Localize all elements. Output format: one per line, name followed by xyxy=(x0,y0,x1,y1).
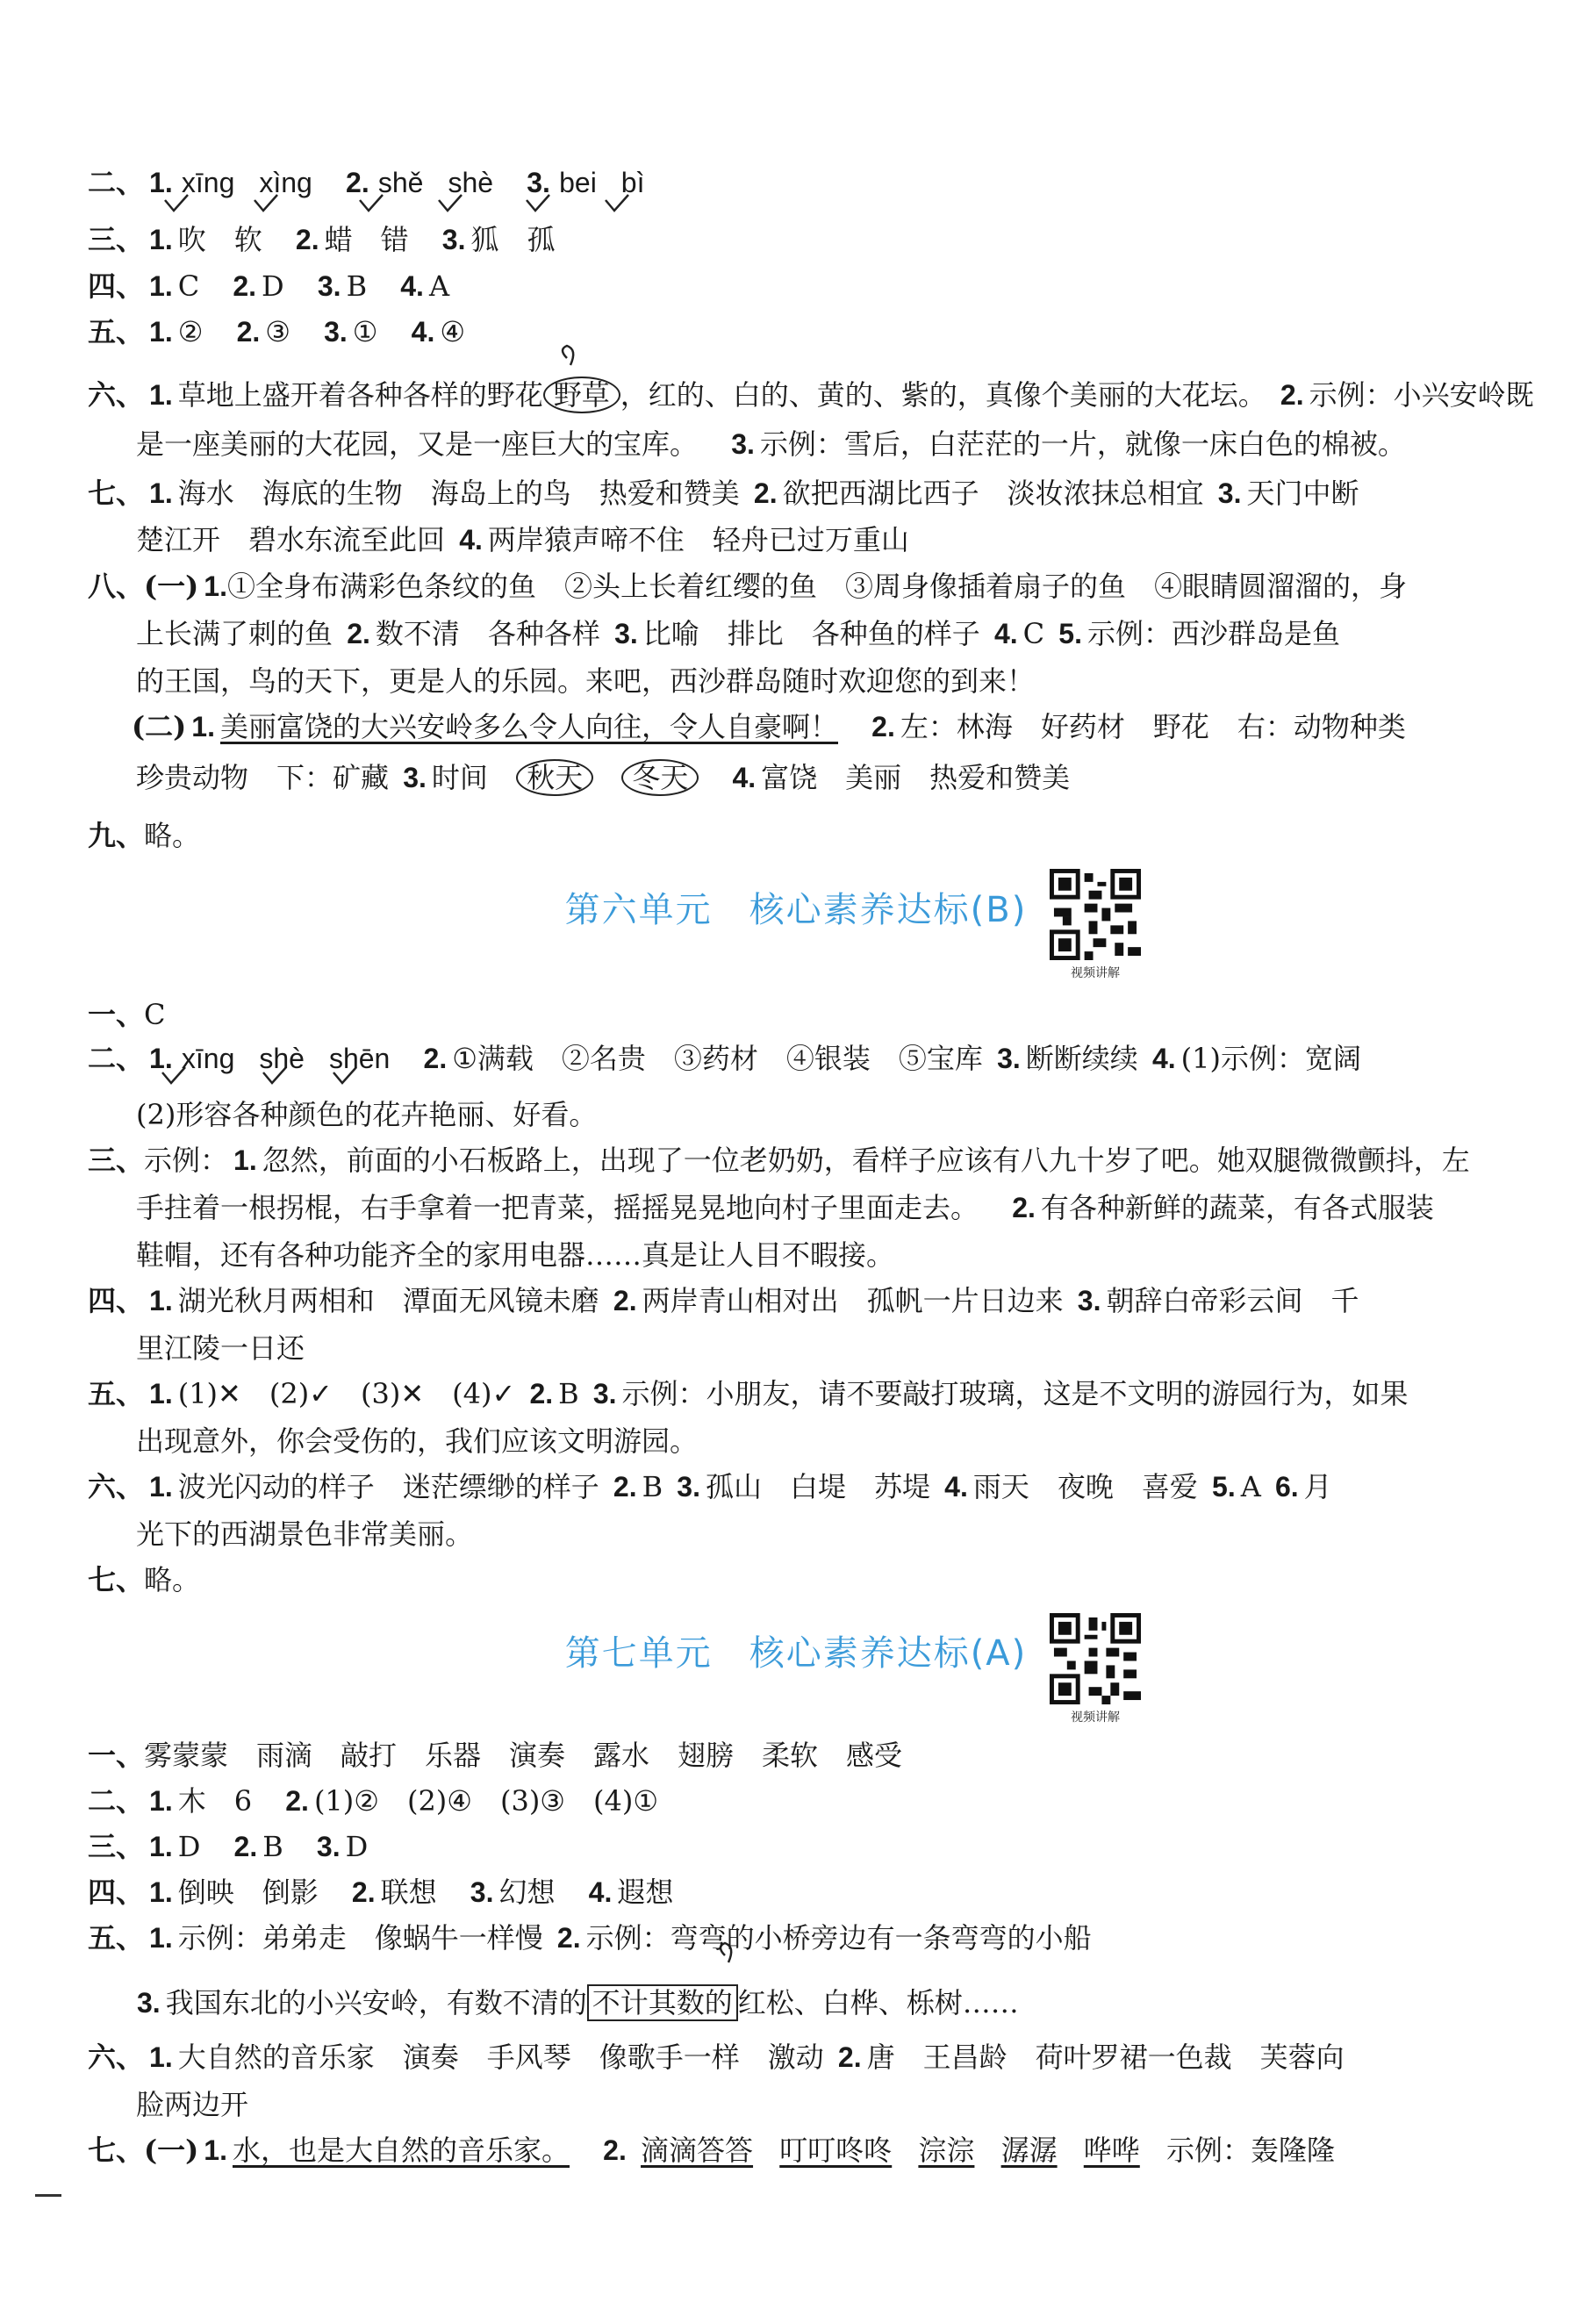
qr-code-icon[interactable] xyxy=(1050,1613,1141,1704)
underlined-answer: 水，也是大自然的音乐家。 xyxy=(232,2134,570,2167)
answer-line: 一、C xyxy=(88,998,166,1031)
section-title: 第六单元 核心素养达标(B) xyxy=(564,890,1028,930)
section-title: 第七单元 核心素养达标(A) xyxy=(564,1633,1028,1674)
pinyin: bei xyxy=(559,167,597,198)
correction-box: 不计其数的 xyxy=(587,1984,738,2021)
check-icon xyxy=(527,195,549,211)
answer-line: 上长满了刺的鱼 2. 数不清 各种各样 3. 比喻 排比 各种鱼的样子 4. C 5. 示例：西沙群岛是鱼 xyxy=(136,617,1340,650)
underlined-answer: 滴滴答答 xyxy=(641,2134,754,2167)
answer-line: 的王国，鸟的天下，更是人的乐园。来吧，西沙群岛随时欢迎您的到来！ xyxy=(136,664,1036,698)
answer-line: 珍贵动物 下：矿藏 3. 时间 秋天 冬天 4. 富饶 美丽 热爱和赞美 xyxy=(136,761,1071,794)
answer-line: 三、示例： 1. 忽然，前面的小石板路上，出现了一位老奶奶，看样子应该有八九十岁了吧。她双腿微微颤抖，左 xyxy=(88,1144,1470,1177)
underlined-answer: 潺潺 xyxy=(1000,2134,1058,2167)
check-icon xyxy=(165,195,188,211)
answer-line: 四、 1. C 2. D 3. B 4. A xyxy=(88,269,450,303)
answer-line: 五、 1. (1)✕ (2)✓ (3)✕ (4)✓ 2. B 3. 示例：小朋友，请不要敲打玻璃，这是不文明的游园行为，如果 xyxy=(88,1377,1409,1410)
pinyin: xīng xyxy=(181,167,235,198)
correction-circle: 野草 xyxy=(543,377,620,413)
answer-line: 手拄着一根拐棍，右手拿着一把青菜，摇摇晃晃地向村子里面走去。 2. 有各种新鲜的蔬菜，有各式服装 xyxy=(136,1191,1434,1224)
answer-line: 四、 1. 湖光秋月两相和 潭面无风镜未磨 2. 两岸青山相对出 孤帆一片日边来 3. 朝辞白帝彩云间 千 xyxy=(88,1284,1359,1317)
answer-line: 四、 1. 倒映 倒影 2. 联想 3. 幻想 4. 遐想 xyxy=(88,1876,674,1909)
underlined-answer: 哗哗 xyxy=(1083,2134,1140,2167)
answer-line: 是一座美丽的大花园，又是一座巨大的宝库。 3. 示例：雪后，白茫茫的一片，就像一床白色的棉被。 xyxy=(136,427,1406,461)
underlined-answer: 淙淙 xyxy=(918,2134,975,2167)
answer-line: 一、雾蒙蒙 雨滴 敲打 乐器 演奏 露水 翅膀 柔软 感受 xyxy=(88,1739,903,1772)
circled-answer: 冬天 xyxy=(621,759,699,796)
answer-line: 楚江开 碧水东流至此回 4. 两岸猿声啼不住 轻舟已过万重山 xyxy=(136,523,909,556)
answer-line: 脸两边开 xyxy=(136,2088,249,2121)
answer-line: 鞋帽，还有各种功能齐全的家用电器……真是让人目不暇接。 xyxy=(136,1238,895,1272)
pinyin: xìng xyxy=(259,167,312,198)
pinyin: shè xyxy=(448,167,494,198)
answer-line: 六、 1. 草地上盛开着各种各样的野花 野草 ，红的、白的、黄的、紫的，真像个美丽的大花坛。 2. 示例：小兴安岭既 xyxy=(88,378,1534,412)
check-icon xyxy=(439,195,462,211)
answer-line: 六、 1. 大自然的音乐家 演奏 手风琴 像歌手一样 激动 2. 唐 王昌龄 荷叶罗裙一色裁 芙蓉向 xyxy=(88,2041,1345,2074)
check-icon xyxy=(255,195,277,211)
answer-line: 九、略。 xyxy=(88,819,201,852)
answer-line: 出现意外，你会受伤的，我们应该文明游园。 xyxy=(136,1424,699,1458)
circled-answer: 秋天 xyxy=(516,759,593,796)
answer-line: 二、 1. xīng shè shēn 2. ①满载 ②名贵 ③药材 ④银装 ⑤宝库 3. 断断续续 4. (1)示例：宽阔 xyxy=(88,1042,1361,1075)
answer-line: 三、 1. 吹 软 2. 蜡 错 3. 狐 孤 xyxy=(88,223,556,256)
revision-mark-icon xyxy=(563,346,573,365)
answer-line: 六、 1. 波光闪动的样子 迷茫缥缈的样子 2. B 3. 孤山 白堤 苏堤 4. 雨天 夜晚 喜爱 5. A 6. 月 xyxy=(88,1470,1332,1503)
underlined-answer: 叮叮咚咚 xyxy=(779,2134,893,2167)
pinyin: bì xyxy=(620,167,645,198)
answer-line: 光下的西湖景色非常美丽。 xyxy=(136,1517,474,1551)
check-icon xyxy=(360,195,383,211)
answer-line: 3. 我国东北的小兴安岭，有数不清的 不计其数的 红松、白桦、栎树…… xyxy=(137,1986,1019,2019)
qr-label: 视频讲解 xyxy=(1071,1711,1120,1725)
underlined-answer: 美丽富饶的大兴安岭多么令人向往，令人自豪啊！ xyxy=(219,710,838,743)
answer-line: 三、 1. D 2. B 3. D xyxy=(88,1830,369,1863)
answer-line: 二、 1. xīng xìng 2. shě shè 3. bei bì xyxy=(88,166,645,199)
answer-line: 八、(一) 1.①全身布满彩色条纹的鱼 ②头上长着红缨的鱼 ③周身像插着扇子的鱼 ④眼睛圆溜溜的，身 xyxy=(88,570,1407,603)
check-icon xyxy=(606,195,628,211)
section-header xyxy=(0,864,1592,961)
answer-line: 里江陵一日还 xyxy=(136,1331,305,1365)
answer-line: 七、(一) 1. 水，也是大自然的音乐家。 2. 滴滴答答 叮叮咚咚 淙淙 潺潺 哗哗 示例：轰隆隆 xyxy=(88,2134,1335,2167)
qr-label: 视频讲解 xyxy=(1071,966,1120,980)
answer-line: 五、 1. 示例：弟弟走 像蜗牛一样慢 2. 示例：弯弯的小桥旁边有一条弯弯的小船 xyxy=(88,1921,1092,1955)
answer-line: 五、 1. ② 2. ③ 3. ① 4. ④ xyxy=(88,315,466,348)
section-number: 二、 xyxy=(88,166,145,199)
answer-line: 七、略。 xyxy=(88,1563,201,1596)
answer-line: (2)形容各种颜色的花卉艳丽、好看。 xyxy=(136,1098,598,1131)
page-edge-mark xyxy=(35,2194,61,2197)
answer-line: 七、 1. 海水 海底的生物 海岛上的鸟 热爱和赞美 2. 欲把西湖比西子 淡妆浓抹总相宜 3. 天门中断 xyxy=(88,477,1359,510)
section-header xyxy=(0,1608,1592,1704)
answer-line: (二) 1. 美丽富饶的大兴安岭多么令人向往，令人自豪啊！ 2. 左：林海 好药材 野花 右：动物种类 xyxy=(132,710,1406,743)
answer-line: 二、 1. 木 6 2. (1)② (2)④ (3)③ (4)① xyxy=(88,1784,659,1818)
pinyin: shě xyxy=(377,167,424,198)
qr-code-icon[interactable] xyxy=(1050,869,1141,960)
